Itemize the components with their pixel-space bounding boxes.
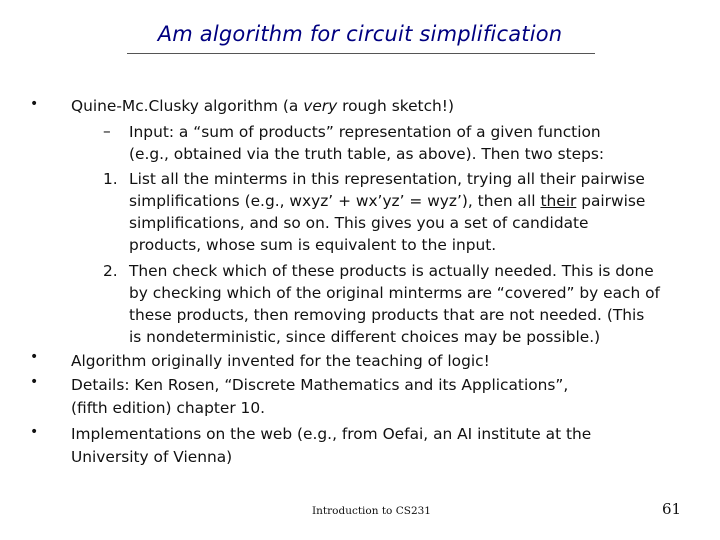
slide-footer: Introduction to CS231 [312, 505, 431, 517]
bullet-1-text-b: rough sketch!) [337, 97, 454, 115]
title-underline [127, 53, 595, 54]
bullet-3-line-2: (fifth edition) chapter 10. [71, 399, 266, 417]
bullet-marker-1: • [30, 96, 39, 112]
bullet-1-text-a: Quine-Mc.Clusky algorithm (a [71, 97, 304, 115]
bullet-3-line-1: Details: Ken Rosen, “Discrete Mathematics and its Applications”, [71, 376, 569, 394]
slide-title: Am algorithm for circuit simplification [157, 22, 563, 46]
bullet-4-line-1: Implementations on the web (e.g., from Oefai, an AI institute at the [71, 425, 592, 443]
step-1-line-2-b: pairwise [576, 192, 646, 210]
bullet-4-line-2: University of Vienna) [71, 448, 233, 466]
step-1-number: 1. [103, 170, 118, 188]
step-1-line-1: List all the minterms in this representation, trying all their pairwise [129, 170, 645, 188]
sub-line-2: (e.g., obtained via the truth table, as above). Then two steps: [129, 145, 605, 163]
page-number: 61 [662, 500, 682, 518]
bullet-marker-4: • [30, 424, 39, 440]
step-1-underlined-word: their [540, 192, 577, 210]
step-2-number: 2. [103, 262, 118, 280]
step-1-line-4: products, whose sum is equivalent to the input. [129, 236, 497, 254]
sub-line-1: Input: a “sum of products” representation of a given function [129, 123, 601, 141]
step-1-line-3: simplifications, and so on. This gives you a set of candidate [129, 214, 589, 232]
bullet-2-text: Algorithm originally invented for the teaching of logic! [71, 352, 490, 370]
bullet-marker-2: • [30, 349, 39, 365]
step-2-line-4: is nondeterministic, since different choices may be possible.) [129, 328, 601, 346]
bullet-marker-3: • [30, 374, 39, 390]
sub-dash: – [103, 122, 111, 140]
step-2-line-3: these products, then removing products that are not needed. (This [129, 306, 645, 324]
step-2-line-1: Then check which of these products is actually needed. This is done [129, 262, 654, 280]
bullet-1-emphasis: very [303, 97, 338, 115]
step-2-line-2: by checking which of the original minterms are “covered” by each of [129, 284, 660, 302]
step-1-line-2-a: simplifications (e.g., wxyz’ + wx’yz’ = wyz’), then all [129, 192, 541, 210]
bullet-1-text [71, 96, 454, 116]
step-1-line-2 [129, 191, 645, 211]
